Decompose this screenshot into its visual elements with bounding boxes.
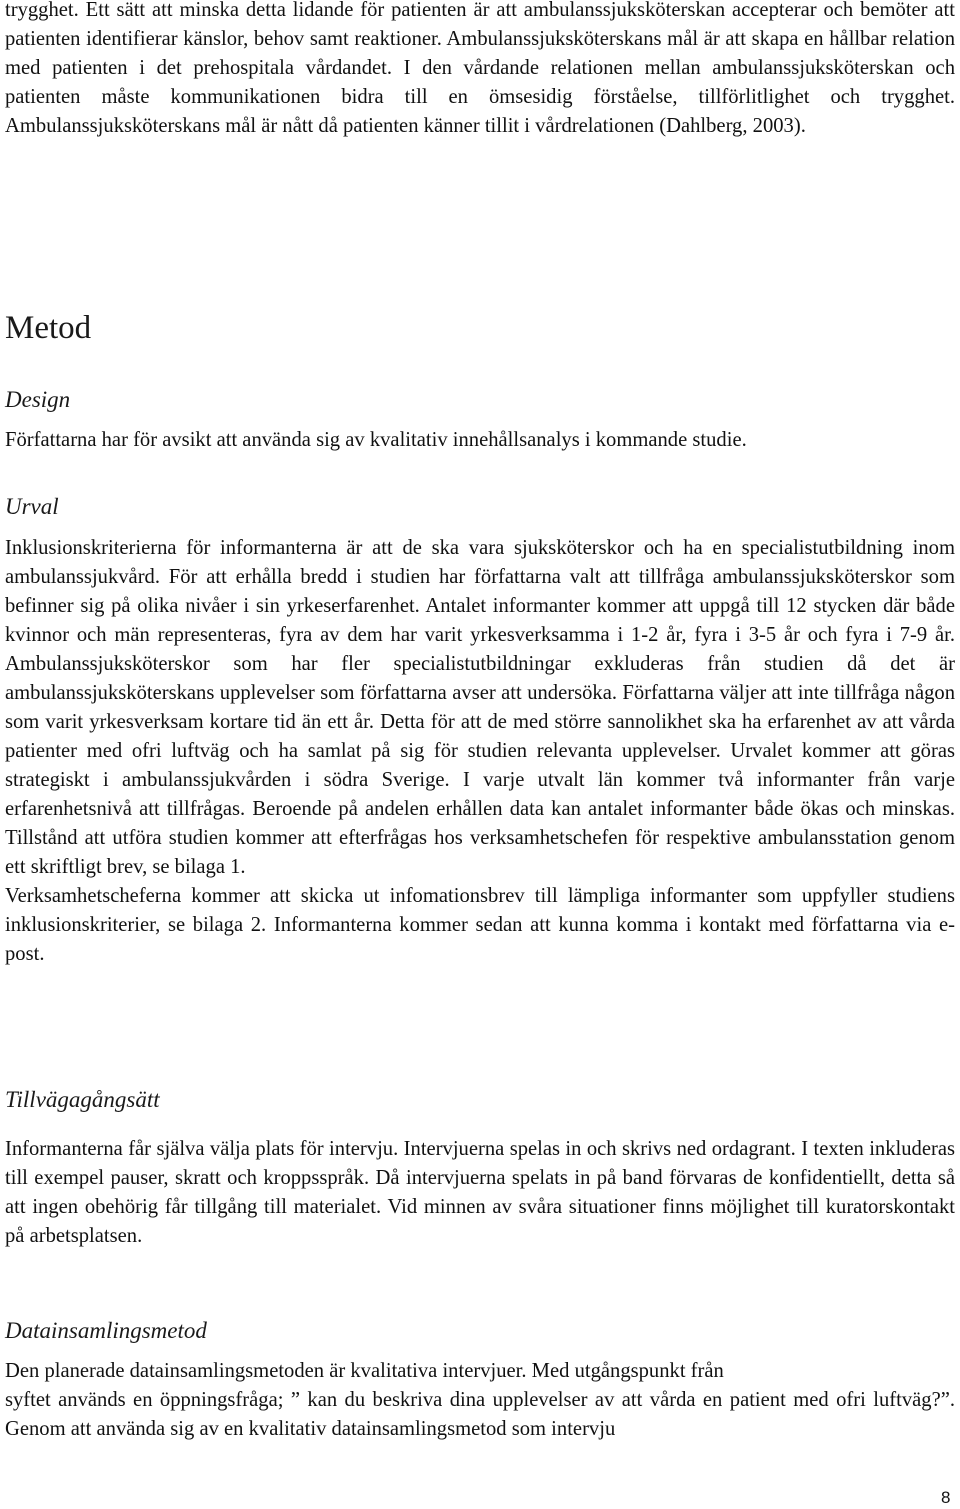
design-heading: Design <box>5 387 71 412</box>
urval-paragraph-block <box>5 534 955 969</box>
intro-paragraph-block <box>5 0 955 141</box>
urval-paragraph-2: Verksamhetscheferna kommer att skicka ut infomationsbrev till lämpliga informanter som uppfyller studiens inklusionskriterier, se bilaga 2. Informanterna kommer sedan att kunna komma i kontakt med författarna via e-post. <box>5 885 955 965</box>
datainsamlingsmetod-line-1: Den planerade datainsamlingsmetoden är kvalitativa intervjuer. Med utgångspunkt från <box>5 1360 724 1382</box>
page-number: 8 <box>941 1488 951 1507</box>
datainsamlingsmetod-heading: Datainsamlingsmetod <box>5 1318 207 1343</box>
tillvagagangsatt-paragraph-block <box>5 1135 955 1251</box>
tillvagagangsatt-heading: Tillvägagångsätt <box>5 1087 160 1112</box>
design-paragraph-block <box>5 426 955 455</box>
urval-heading: Urval <box>5 494 59 519</box>
method-heading: Metod <box>5 310 92 346</box>
urval-paragraph-1: Inklusionskriterierna för informanterna är att de ska vara sjuksköterskor och ha en specialistutbildning inom ambulanssjukvård. För att erhålla bredd i studien har författarna valt att tillfråga ambulanssjuksköterskor som befinner sig på olika nivåer i sin yrkeserfarenhet. Antalet informanter kommer att uppgå till 12 stycken där både kvinnor och män representeras, fyra av dem har varit yrkesverksamma i 1-2 år, fyra i 3-5 år och fyra i 7-9 år. Ambulanssjuksköterskor som har fler specialistutbildningar exkluderas från studien då det är ambulanssjuksköterskans upplevelser som författarna avser att undersöka. Författarna väljer att inte tillfråga någon som varit yrkesverksam kortare tid än ett år. Detta för att de med större sannolikhet ska ha erfarenhet av att vårda patienter med ofri luftväg och ha samlat på sig för studien relevanta upplevelser. Urvalet kommer att göras strategiskt i ambulanssjukvården i södra Sverige. I varje utvalt län kommer två informanter från varje erfarenhetsnivå att tillfrågas. Beroende på andelen erhållen data kan antalet informanter både ökas och minskas. Tillstånd att utföra studien kommer att efterfrågas hos verksamhetschefen för respektive ambulansstation genom ett skriftligt brev, se bilaga 1. <box>5 537 955 878</box>
tillvagagangsatt-paragraph: Informanterna får själva välja plats för intervju. Intervjuerna spelas in och skrivs ned ordagrant. I texten inkluderas till exempel pauser, skratt och kroppsspråk. Då intervjuerna spelats in på band förvaras de konfidentiellt, detta så att ingen obehörig får tillgång till materialet. Vid minnen av svåra situationer finns möjlighet till kuratorskontakt på arbetsplatsen. <box>5 1138 955 1247</box>
datainsamlingsmetod-paragraph: syftet används en öppningsfråga; ” kan du beskriva dina upplevelser av att vårda en patient med ofri luftväg?”. Genom att använda sig av en kvalitativ datainsamlingsmetod som intervju <box>5 1389 955 1440</box>
design-paragraph: Författarna har för avsikt att använda sig av kvalitativ innehållsanalys i kommande studie. <box>5 429 747 451</box>
intro-paragraph: trygghet. Ett sätt att minska detta lidande för patienten är att ambulanssjuksköterskan accepterar och bemöter att patienten identifierar känslor, behov samt reaktioner. Ambulanssjuksköterskans mål är att skapa en hållbar relation med patienten i det prehospitala vårdandet. I den vårdande relationen mellan ambulanssjuksköterskan och patienten måste kommunikationen bidra till en ömsesidig förståelse, tillförlitlighet och trygghet. Ambulanssjuksköterskans mål är nått då patienten känner tillit i vårdrelationen (Dahlberg, 2003). <box>5 0 955 137</box>
datainsamlingsmetod-paragraph-block <box>5 1357 955 1444</box>
